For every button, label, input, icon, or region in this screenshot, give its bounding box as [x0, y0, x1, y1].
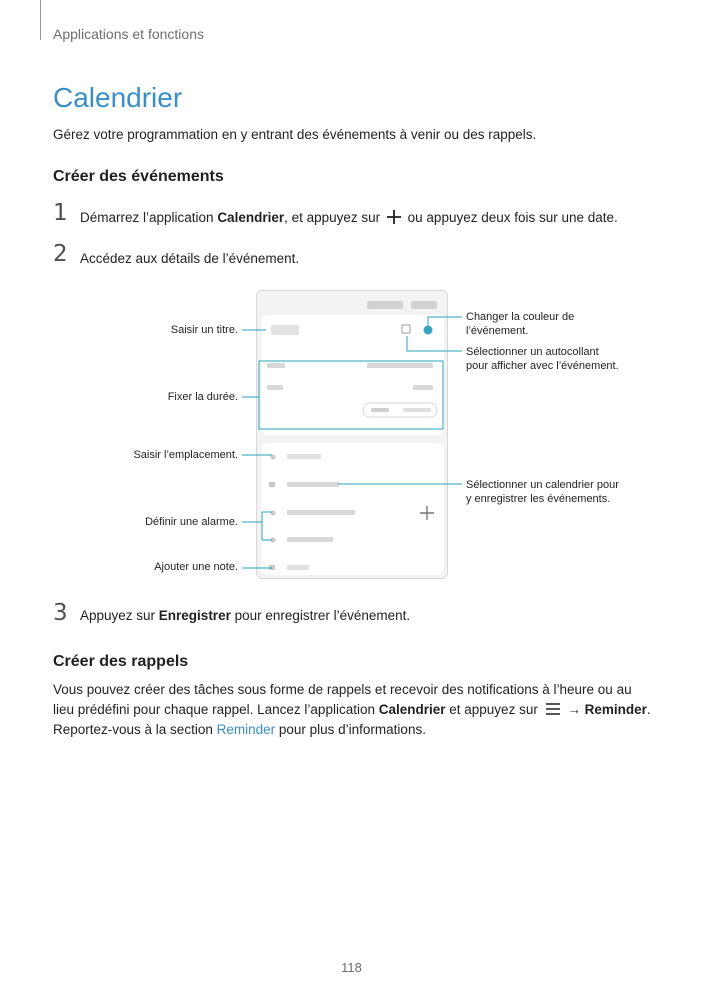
reminders-app-name: Calendrier [378, 702, 446, 717]
heading-create-events: Créer des événements [53, 168, 224, 185]
step-1-part: Démarrez l’application [80, 210, 218, 225]
color-dot-icon [424, 326, 433, 335]
callout-alarm: Définir une alarme. [145, 516, 238, 528]
callout-color-line: Changer la couleur de [466, 311, 575, 323]
step-3-part: pour enregistrer l’événement. [230, 608, 411, 623]
step-2-number: 2 [53, 241, 68, 267]
section-title: Applications et fonctions [53, 26, 204, 42]
callout-location: Saisir l’emplacement. [133, 449, 238, 461]
callout-calendar-line: y enregistrer les événements. [466, 493, 611, 505]
callout-calendar-line: Sélectionner un calendrier pour [466, 479, 619, 491]
reminders-line-2 [53, 700, 653, 720]
callout-color [466, 310, 574, 338]
step-1-number: 1 [53, 200, 68, 226]
callout-duration: Fixer la durée. [167, 391, 238, 403]
reminders-line-1: Vous pouvez créer des tâches sous forme de rappels et recevoir des notifications à l’heure ou au [53, 682, 632, 697]
reminders-paragraph [53, 680, 653, 740]
sticker-icon [402, 325, 410, 333]
reminders-arrow: → [563, 702, 585, 717]
reminders-part: Reportez-vous à la section [53, 722, 217, 737]
callout-color-line: l’événement. [466, 325, 529, 337]
reminders-part: . [646, 702, 651, 717]
callout-sticker [466, 345, 619, 373]
step-3-number: 3 [53, 600, 68, 626]
step-1-app-name: Calendrier [217, 210, 285, 225]
reminders-part: et appuyez sur [445, 702, 542, 717]
reminders-part: pour plus d’informations. [275, 722, 426, 737]
reminders-menu-name: Reminder [584, 702, 647, 717]
menu-icon [545, 702, 561, 716]
step-1-part: , et appuyez sur [284, 210, 384, 225]
callout-title: Saisir un titre. [170, 324, 238, 336]
step-3-text [80, 608, 410, 623]
callout-note: Ajouter une note. [154, 561, 238, 573]
intro-text: Gérez votre programmation en y entrant des événements à venir ou des rappels. [53, 127, 537, 142]
step-3-button-name: Enregistrer [158, 608, 231, 623]
callout-sticker-line: Sélectionner un autocollant [466, 346, 599, 358]
heading-create-reminders: Créer des rappels [53, 653, 189, 670]
page-number: 118 [341, 960, 362, 975]
step-3-part: Appuyez sur [80, 608, 159, 623]
reminders-part: lieu prédéfini pour chaque rappel. Lancez l’application [53, 702, 379, 717]
callout-sticker-line: pour afficher avec l’événement. [466, 360, 619, 372]
step-2-text: Accédez aux détails de l’événement. [80, 251, 300, 266]
reminders-line-3 [53, 720, 653, 740]
step-1-part: ou appuyez deux fois sur une date. [403, 210, 618, 225]
page-title: Calendrier [53, 82, 183, 113]
callout-calendar [466, 478, 619, 506]
reminder-section-link[interactable]: Reminder [216, 722, 276, 737]
